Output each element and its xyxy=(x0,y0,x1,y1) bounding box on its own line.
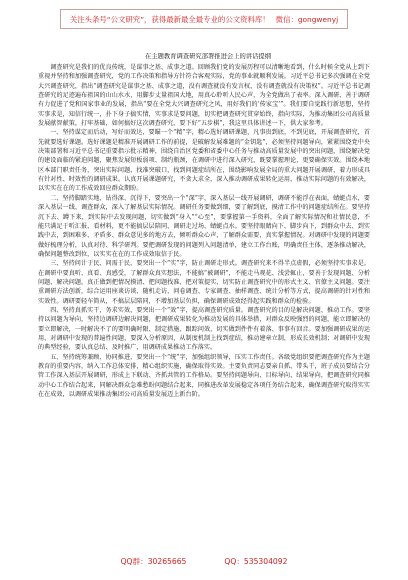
qq-group-text: QQ群：30265665 xyxy=(120,557,187,566)
promo-banner-wechat: 微信：gongwenyj xyxy=(275,14,339,24)
promo-banner xyxy=(60,9,348,29)
paragraph-section-2: 二、坚持脚踏实地、钻得深、沉得下，要突出一个“深”字，深入基层一线开展调研，调研不能浮在表面，蜻蜓点水，要深入基层一线、调查群众，深入了解基层实际情况。调研任务要做到细，要了解到底，摸清工作中的问题症结所在。要坚持沉下去、蹲下来，到实际中去发现问题，切实做到“身入”“心至”，要掌握第一手资料，全面了解实际情况和社情民意，不能只满足于听汇报、看材料，更不能搞层层陪同、调研走过场、蜻蜓点水。要坚持眼睛向下、脚步向下，到群众中去、到实践中去，到困难多、矛盾多、群众意见多的地方去，倾听群众心声，了解群众需要，真实掌握情况。对调研中发现的问题要做好梳理分析，认真对待、科学研判。要把调研发现的问题列入问题清单，建立工作台账，明确责任主体，逐条推动解决，确保问题整改到位，以实实在在的工作成效取信于民。 xyxy=(38,194,370,258)
paragraph-section-5: 五、坚持统筹兼顾、协同推进，要突出一个“统”字，加强组织领导，压实工作责任。各级党组织要把调查研究作为主题教育的重要内容，纳入工作总体安排，精心组织实施，确保取得实效。主要负责同志要亲自抓、带头干，班子成员要结合分管工作深入基层开展调研，形成上下联动、齐抓共管的工作格局。要坚持问题导向、目标导向、结果导向，把调查研究同推动中心工作结合起来，同解决群众急难愁盼问题结合起来，同推进改革发展稳定各项任务结合起来，确保调查研究取得实实在在成效，以调研成果推动集团公司高质量发展迈上新台阶。 xyxy=(38,353,370,399)
paragraph-section-4: 四、坚持真抓实干，务求实效，要突出一个“效”字，提高调查研究质量。调查研究的目的是解决问题、推动工作。要坚持以问题为导向，坚持边调研边解决问题，把调研成果转化为推动发展的具体举措，对群众反映强烈的问题，能立即解决的要立即解决，一时解决不了的要明确时限、制定措施、跟踪问效，切实做到件件有着落、事事有回音。要加强调研成果的运用，对调研中发现的普遍性问题，要深入分析原因，从制度机制上找到症结，推动建章立制，形成长效机制；对调研中发现的典型经验，要认真总结、及时推广，用调研成果推动工作落实。 xyxy=(38,306,370,352)
document-body xyxy=(38,63,370,543)
qq-contact-text: QQ：535304092 xyxy=(224,557,288,566)
document-title: 在主题教育调查研究部署推进会上的讲话提纲 xyxy=(145,53,271,60)
promo-banner-text: 关注头条号“公文研究”，获得最新最全最专业的公文资料库！ xyxy=(69,14,270,24)
paragraph-section-3: 三、坚持问计于民、问需于民，要突出一个“实”字，防止调研走形式。调查研究来不得半点虚假，必须坚持实事求是。在调研中要真听、真看、真感受，了解群众真实想法，不能搞“被调研”，不能走马观花、浅尝辄止，要善于发现问题、分析问题、解决问题，真正做到把情况摸清、把问题找准、把对策提实，切实防止调查研究中的形式主义、官僚主义问题。要注重调研方法创新，综合运用座谈访谈、随机走访、问卷调查、专家调查、抽样调查、统计分析等方式，提高调研的针对性和实效性。调研要轻车简从，不搞层层陪同，不增加基层负担，确保调研成效经得起实践和群众的检验。 xyxy=(38,260,370,305)
contact-footer xyxy=(0,556,408,570)
paragraph-section-1: 一、坚持谋定而后动，写好而效达，要瞄一个“精”字，精心选好调研课题，凡事贵到底，不到见底，开展调查研究，首先就要选好课题。选好课题是精准开展调研工作的前提，是破解发展难题的“金钥匙”，必须坚持问题导向，紧紧围绕党中央决策部署和习近平总书记重要指示批示精神，围绕自治区党委和省委中心任务与推动高质量发展中的突出问题，围绕解决党的建设面临的紧迫问题，聚焦发展短板弱项、制约瓶颈，在调研中进行深入研究，既要掌握理论，更要确保实效。围绕本地区本部门职责任务，突出实际问题，找准突破口，找到问题症结所在，围绕影响发展全局的重大问题开展调研，着力形成具有针对性、时效性的调研成果。认真开展课题研究，不贪大求全，深入推动调研成果转化运用，推动实际问题的有效解决，以实实在在的工作成效回应群众期盼。 xyxy=(38,129,370,193)
paragraph-intro: 调查研究是我们的优良传统，是谋事之基、成事之道。回顾我们党的发展历程可以清晰地看到，什么时候全党从上到下重视并坚持和加强调查研究，党的工作决策和指导方针符合客观实际，党的事业就顺利发展。习近平总书记多次强调在全党大兴调查研究，指出“调查研究是谋事之基、成事之道，没有调查就没有发言权，没有调查就没有决策权”。习近平总书记调查研究的足迹遍布祖国的山山水水，用脚步丈量祖国大地，用真心聆听人民心声，为全党做出了表率。深入调研、善于调研有力促进了党和国家事业的发展，指出“要在全党大兴调查研究之风，用好我们的‘传家宝’”。我们要自觉践行新思想，坚持实事求是，知信行统一，扑下身子搞实情，实事求是要问题，切实把调查研究贯穿始终，指向实际，为推动集团公司高质量发展献智献策，打牢基础，如何搞好这次调查研究，要下好“五步棋”，我这里具体讲述一下，供大家参考。 xyxy=(38,64,370,128)
